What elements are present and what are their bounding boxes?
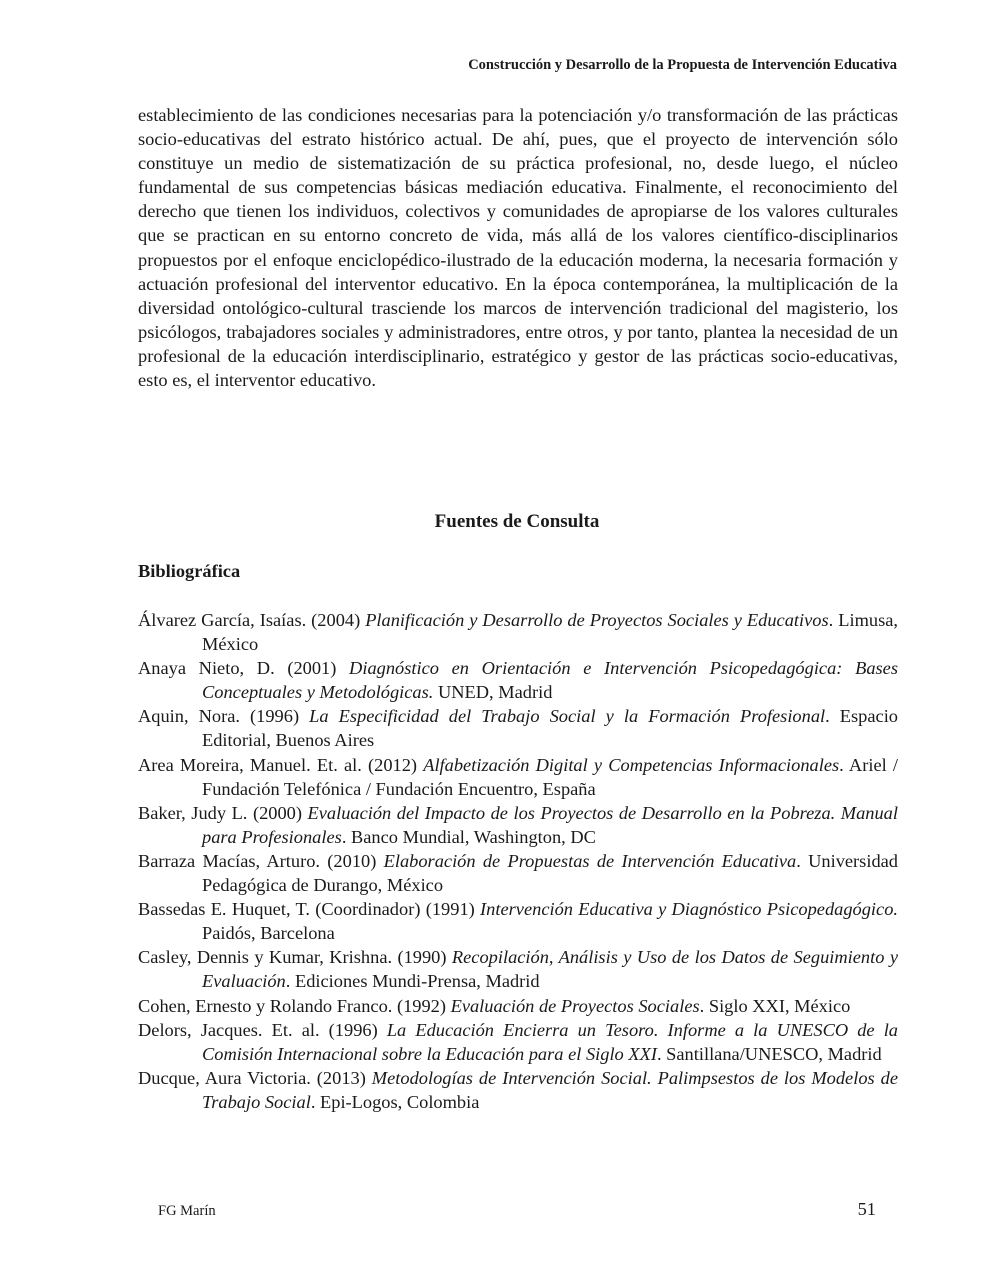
reference-entry (138, 753, 898, 801)
reference-publisher: . Banco Mundial, Washington, DC (341, 826, 596, 847)
reference-entry (138, 994, 898, 1018)
reference-entry (138, 1018, 898, 1066)
reference-entry (138, 704, 898, 752)
footer-author: FG Marín (158, 1203, 216, 1219)
reference-authors: Casley, Dennis y Kumar, Krishna. (1990) (138, 947, 452, 968)
subsection-title: Bibliográfica (138, 561, 241, 581)
reference-title: Recopilación, Análisis y Uso de los Datos de Seguimiento y Evaluación (202, 947, 898, 992)
reference-authors: Area Moreira, Manuel. Et. al. (2012) (138, 754, 424, 775)
reference-publisher: . Epi-Logos, Colombia (310, 1091, 480, 1112)
reference-title: Diagnóstico en Orientación e Intervención Psicopedagógica: Bases Conceptuales y Metodológicas. (202, 658, 898, 703)
reference-entry (138, 945, 898, 993)
reference-publisher: UNED, Madrid (433, 682, 553, 703)
reference-entry (138, 849, 898, 897)
reference-authors: Ducque, Aura Victoria. (2013) (138, 1067, 372, 1088)
reference-publisher: Paidós, Barcelona (202, 923, 335, 944)
section-title: Fuentes de Consulta (434, 511, 600, 532)
reference-title: Evaluación del Impacto de los Proyectos de Desarrollo en la Pobreza. Manual para Profesionales (202, 802, 898, 847)
reference-authors: Anaya Nieto, D. (2001) (138, 658, 350, 679)
reference-authors: Barraza Macías, Arturo. (2010) (138, 850, 384, 871)
reference-title: Alfabetización Digital y Competencias Informacionales (423, 754, 840, 775)
reference-authors: Delors, Jacques. Et. al. (1996) (138, 1019, 387, 1040)
reference-title: La Educación Encierra un Tesoro. Informe a la UNESCO de la Comisión Internacional sobre la Educación para el Siglo XXI (202, 1019, 899, 1064)
reference-title: Elaboración de Propuestas de Intervención Educativa (383, 850, 797, 871)
reference-list (138, 608, 898, 1114)
reference-publisher: . Ariel / Fundación Telefónica / Fundación Encuentro, España (202, 754, 898, 799)
page-number: 51 (857, 1199, 876, 1219)
reference-entry (138, 656, 898, 704)
reference-entry (138, 897, 898, 945)
reference-title: Planificación y Desarrollo de Proyectos Sociales y Educativos (365, 610, 829, 630)
reference-authors: Baker, Judy L. (2000) (138, 802, 308, 823)
reference-entry (138, 608, 898, 656)
running-header: Construcción y Desarrollo de la Propuesta de Intervención Educativa (468, 57, 897, 73)
reference-authors: Aquin, Nora. (1996) (138, 706, 310, 727)
reference-publisher: . Universidad Pedagógica de Durango, México (202, 850, 898, 896)
body-paragraph: establecimiento de las condiciones necesarias para la potenciación y/o transformación de las prácticas socio-educativas del estrato histórico actual. De ahí, pues, que el proyecto de intervención sólo constituye un medio de sistematización de su práctica profesional, no, desde luego, el núcleo fundamental de sus competencias básicas mediación educativa. Finalmente, el reconocimiento del derecho que tienen los individuos, colectivos y comunidades de apropiarse de los valores culturales que se practican en su entorno concreto de vida, más allá de los valores científico-disciplinarios propuestos por el enfoque enciclopédico-ilustrado de la educación moderna, la necesaria formación y actuación profesional del interventor educativo. En la época contemporánea, la multiplicación de la diversidad ontológico-cultural trasciende los marcos de intervención tradicional del magisterio, los psicólogos, trabajadores sociales y administradores, entre otros, y por tanto, plantea la necesidad de un profesional de la educación interdisciplinario, estratégico y gestor de las prácticas socio-educativas, esto es, el interventor educativo. (138, 105, 898, 391)
reference-title: Metodologías de Intervención Social. Palimpsestos de los Modelos de Trabajo Social (202, 1067, 898, 1112)
reference-publisher: . Siglo XXI, México (699, 995, 851, 1016)
reference-publisher: . Santillana/UNESCO, Madrid (656, 1043, 882, 1064)
reference-title: Intervención Educativa y Diagnóstico Psicopedagógico. (480, 899, 898, 920)
reference-publisher: . Limusa, México (202, 610, 898, 655)
reference-entry (138, 1066, 898, 1114)
reference-title: La Especificidad del Trabajo Social y la Formación Profesional (309, 706, 826, 727)
reference-publisher: . Espacio Editorial, Buenos Aires (202, 706, 898, 751)
reference-authors: Cohen, Ernesto y Rolando Franco. (1992) (138, 995, 451, 1016)
reference-publisher: . Ediciones Mundi-Prensa, Madrid (285, 971, 540, 992)
reference-authors: Álvarez García, Isaías. (2004) (138, 610, 366, 630)
reference-entry (138, 801, 898, 849)
reference-authors: Bassedas E. Huquet, T. (Coordinador) (1991) (138, 899, 481, 920)
reference-title: Evaluación de Proyectos Sociales (450, 995, 700, 1016)
